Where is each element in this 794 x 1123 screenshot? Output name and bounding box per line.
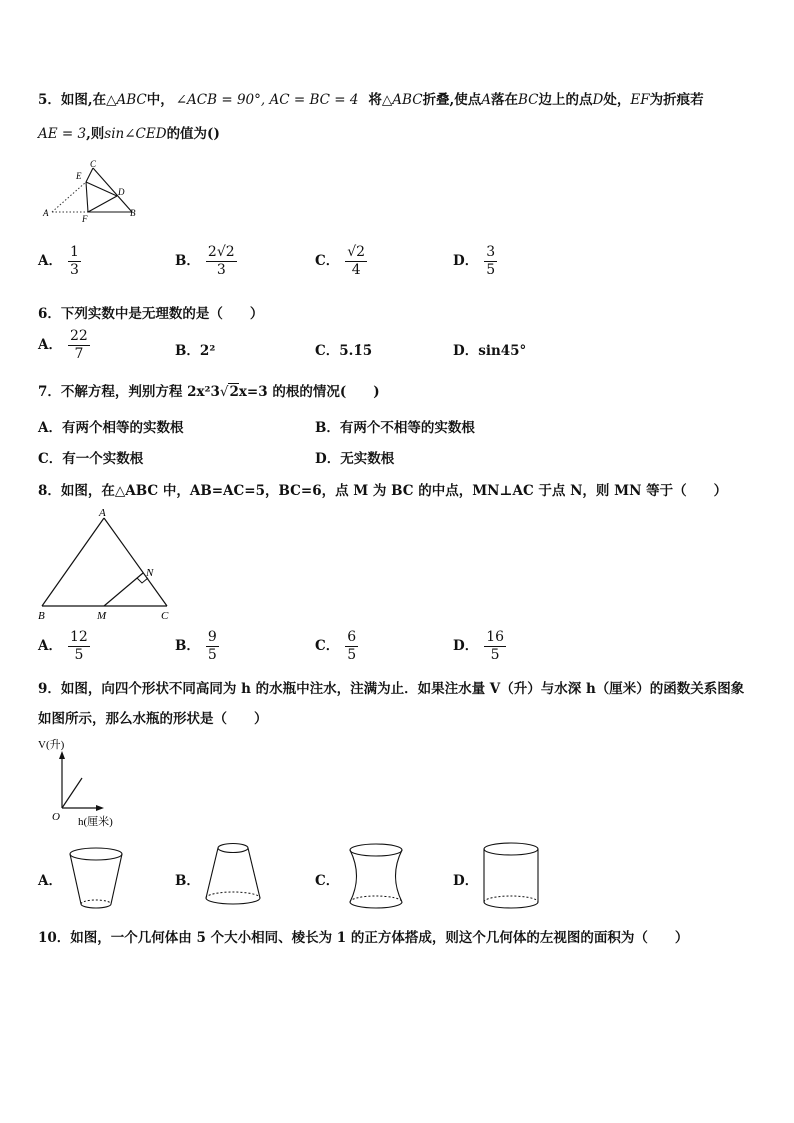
q7-option-a[interactable]: A．有两个相等的实数根 <box>38 420 184 436</box>
q9-graph <box>36 734 136 830</box>
label-F: F <box>82 214 88 224</box>
y-axis-label: V(升) <box>38 739 65 751</box>
q8-option-c[interactable]: C． $\frac{6}{5}$ <box>315 629 357 663</box>
x-axis-label: h(厘米) <box>78 816 113 828</box>
q5-figure <box>38 158 142 224</box>
q9-option-b[interactable]: B． <box>175 873 200 889</box>
bottle-c-icon <box>343 838 409 914</box>
label-N: N <box>146 567 154 579</box>
q9-line1: 9．如图，向四个形状不同高同为 h 的水瓶中注水，注满为止．如果注水量 V（升）与水深 h（厘米）的函数关系图象 <box>38 681 745 697</box>
q6-stem: 6．下列实数中是无理数的是（ ） <box>38 306 264 322</box>
edge-ED <box>86 182 117 196</box>
y-axis-arrow <box>59 751 65 759</box>
q5-line2: AE = 3,则sin∠CED的值为() <box>38 126 220 142</box>
edge-EC <box>86 168 93 182</box>
q10-stem: 10．如图，一个几何体由 5 个大小相同、棱长为 1 的正方体搭成，则这个几何体的左视图的面积为（ ） <box>38 930 689 946</box>
q9-option-d[interactable]: D． <box>453 873 479 889</box>
origin-label: O <box>52 811 60 823</box>
q5-option-d[interactable]: D． $\frac{3}{5}$ <box>453 244 496 278</box>
label-E: E <box>76 171 82 181</box>
q8-option-a[interactable]: A． $\frac{12}{5}$ <box>38 629 88 663</box>
q5-option-a[interactable]: A． $\frac{1}{3}$ <box>38 244 79 278</box>
graph-line <box>62 778 82 808</box>
q9-option-c[interactable]: C． <box>315 873 340 889</box>
q7-option-c[interactable]: C．有一个实数根 <box>38 451 144 467</box>
edge-FD <box>88 196 117 212</box>
bottle-b-icon <box>202 838 264 910</box>
label-M: M <box>97 610 107 622</box>
label-A: A <box>99 507 106 519</box>
q6-option-b[interactable]: B．2² <box>175 343 216 359</box>
q8-option-b[interactable]: B． $\frac{9}{5}$ <box>175 629 217 663</box>
q5-line1: 5．如图,在△ABC中， ∠ACB = 90°, AC = BC = 4 将△ABC折叠,使点A落在BC边上的点D处，EF为折痕若 <box>38 92 704 108</box>
edge-AB <box>42 518 104 606</box>
q6-option-d[interactable]: D．sin45° <box>453 343 527 359</box>
q8-figure <box>34 506 176 624</box>
bottle-a-icon <box>64 844 128 914</box>
q8-option-d[interactable]: D． $\frac{16}{5}$ <box>453 629 505 663</box>
bottle-d-icon <box>480 838 542 914</box>
edge-AC <box>104 518 167 606</box>
label-B: B <box>38 610 45 622</box>
label-C: C <box>90 159 97 169</box>
q7-stem: 7．不解方程，判别方程 2x²3√2x=3 的根的情况( ) <box>38 384 380 400</box>
q9-option-a[interactable]: A． <box>38 873 62 889</box>
q7-option-d[interactable]: D．无实数根 <box>315 451 395 467</box>
q7-option-b[interactable]: B．有两个不相等的实数根 <box>315 420 475 436</box>
label-A: A <box>43 208 49 218</box>
label-D: D <box>118 187 125 197</box>
q5-option-b[interactable]: B． $\frac{2√2}{3}$ <box>175 244 235 278</box>
edge-AE-dotted <box>52 182 86 212</box>
q5-option-c[interactable]: C． $\frac{√2}{4}$ <box>315 244 366 278</box>
q9-line2: 如图所示，那么水瓶的形状是（ ） <box>38 711 268 727</box>
q8-stem: 8．如图，在△ABC 中，AB=AC=5，BC=6，点 M 为 BC 的中点，MN⊥AC 于点 N，则 MN 等于（ ） <box>38 483 728 499</box>
q6-option-a[interactable]: A． $\frac{22}{7}$ <box>38 328 88 362</box>
x-axis-arrow <box>96 805 104 811</box>
label-C: C <box>161 610 169 622</box>
label-B: B <box>130 208 136 218</box>
q6-option-c[interactable]: C．5.1̇5̇ <box>315 343 373 359</box>
edge-EF <box>86 182 88 212</box>
